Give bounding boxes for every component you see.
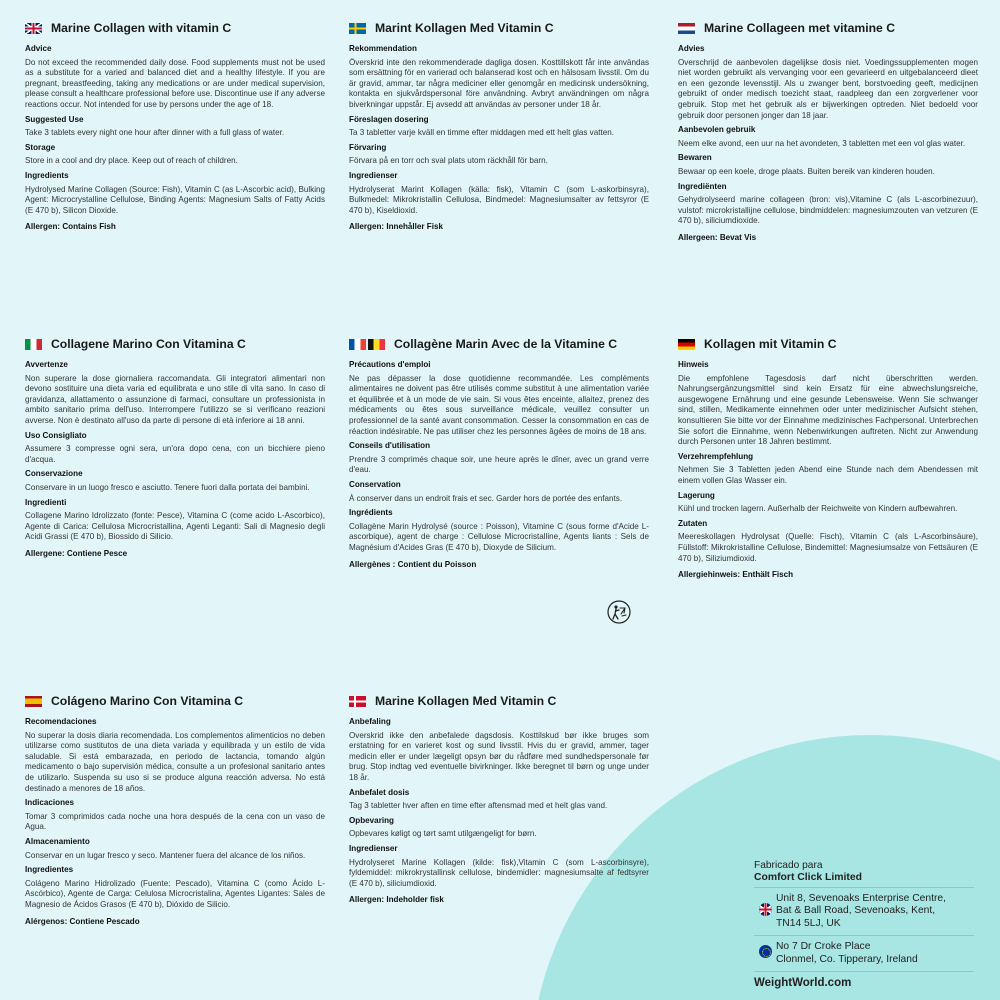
section-heading: Conservation xyxy=(349,479,401,489)
section-heading: Förvaring xyxy=(349,142,387,152)
flags xyxy=(678,23,695,34)
section-text: Ne pas dépasser la dose quotidienne recommandée. Les compléments alimentaires ne doivent pas être utilisés comme substitut à une alimentation variée et équilibrée et à un mode de vie sain. Si vous êtes enceinte, allaitez, prenez des médicaments ou êtes sous surveillance médicale, veuillez consulter un professionnel de la santé avant consommation. Cesser la consommation en cas de réaction indésirable. Ne pas utiliser chez les personnes âgées de moins de 18 ans. xyxy=(349,373,649,436)
es-flag-icon xyxy=(25,696,42,707)
section-text: Conservar en un lugar fresco y seco. Mantener fuera del alcance de los niños. xyxy=(25,850,306,860)
section-text: Tomar 3 comprimidos cada noche una hora después de la cena con un vaso de Agua. xyxy=(25,811,325,832)
se-flag-icon xyxy=(349,23,366,34)
section-heading: Indicaciones xyxy=(25,798,75,808)
section-heading: Ingredienti xyxy=(25,497,67,507)
section-heading: Ingrédients xyxy=(349,508,393,518)
section-text: Neem elke avond, een uur na het avondeten, 3 tabletten met een vol glas water. xyxy=(678,138,966,148)
panel-title-row xyxy=(678,20,978,36)
section-heading: Ingredientes xyxy=(25,865,74,875)
section-heading: Anbefalet dosis xyxy=(349,787,410,797)
section-heading: Recomendaciones xyxy=(25,717,97,726)
section-heading: Almacenamiento xyxy=(25,836,90,846)
section-text: Meereskollagen Hydrolysat (Quelle: Fisch), Vitamin C (als L-Ascorbinsäure), Füllstoff: Mikrokristalline Cellulose, Bindemittel: Magnesiumsalze von Fettsäuren (E 470 b), Siliziumdioxid. xyxy=(678,532,978,563)
flags xyxy=(349,339,385,350)
panel-title: Marine Collagen with vitamin C xyxy=(51,20,232,35)
ie-address-line: No 7 Dr Croke Place xyxy=(776,941,871,953)
made-for-label: Fabricado para xyxy=(754,860,823,871)
flags xyxy=(25,696,42,707)
section-text: Hydrolysed Marine Collagen (Source: Fish), Vitamin C (as L-Ascorbic acid), Bulking Agent: Microcrystalline Cellulose, Binding Agents: Magnesium Salts of Fatty Acids (E 470 b), Silicon Dioxide. xyxy=(25,184,325,215)
section-text: Colágeno Marino Hidrolizado (Fuente: Pescado), Vitamina C (como Ácido L-Ascórbico), Agente de Carga: Celulosa Microcristalina, Agentes Ligantes: Sales de Magnesio de Ácidos Grasos (E 470 b), Dióxido de Silicio. xyxy=(25,878,325,909)
uk-flag-icon xyxy=(759,903,772,916)
section-text: Gehydrolyseerd marine collageen (bron: vis),Vitamine C (als L-ascorbinezuur), vulstof: microkristallijne cellulose, bindmiddelen: magnesiumzouten van vetzuren (E 470 b), siliciumdioxide. xyxy=(678,195,978,226)
label-panel-it xyxy=(25,336,325,560)
section-heading: Anbefaling xyxy=(349,717,391,726)
section-heading: Ingredients xyxy=(25,170,69,180)
panel-title: Collagène Marin Avec de la Vitamine C xyxy=(394,336,618,351)
section-heading: Opbevaring xyxy=(349,815,394,825)
section-text: Die empfohlene Tagesdosis darf nicht überschritten werden. Nahrungsergänzungsmittel sind kein Ersatz für eine abwechslungsreiche, ausgewogene Ernährung und eine gesunde Lebensweise. Wenn Sie schwanger sind, stillen, Medikamente einnehmen oder unter medizinischer Aufsicht stehen, konsultieren Sie bitte vor der Einnahme medizinisches Fachpersonal. Unterbrechen Sie sofort die Einnahme, wenn Nebenwirkungen auftreten. Nicht zur Anwendung durch Personen unter 18 Jahren bestimmt. xyxy=(678,373,978,447)
section-heading: Suggested Use xyxy=(25,114,84,124)
de-flag-icon xyxy=(678,339,695,350)
section-text: Förvara på en torr och sval plats utom räckhåll för barn. xyxy=(349,156,548,166)
uk-address xyxy=(754,888,974,936)
uk-address-line: Bat & Ball Road, Sevenoaks, Kent, xyxy=(776,905,936,917)
be-flag-icon xyxy=(368,339,385,350)
section-text: Do not exceed the recommended daily dose. Food supplements must not be used as a substitute for a varied and balanced diet and a healthy lifestyle. If you are pregnant, breastfeeding, taking any medications or are under medical supervision, please consult a healthcare professional before use. Discontinue use if any adverse reactions occur. Not intended for use by persons under the age of 18. xyxy=(25,57,325,109)
section-text: Prendre 3 comprimés chaque soir, une heure après le dîner, avec un grand verre d'eau. xyxy=(349,454,649,475)
section-heading: Ingrediënten xyxy=(678,181,727,191)
section-heading: Avvertenze xyxy=(25,360,68,369)
section-text: Non superare la dose giornaliera raccomandata. Gli integratori alimentari non devono sostituire una dieta varia ed equilibrata e uno stile di vita sano. In caso di gravidanza, allattamento o assunzione di farmaci, consultare un professionista in ambito sanitario prima dell'uso. Interrompere l'utilizzo se si verificano reazioni avverse. Non è destinato all'uso da parte di persone di età inferiore ai 18 anni. xyxy=(25,373,325,425)
uk-flag-icon xyxy=(25,23,42,34)
section-text: Opbevares køligt og tørt samt utilgængeligt for børn. xyxy=(349,829,537,839)
section-heading: Föreslagen dosering xyxy=(349,114,429,124)
flags xyxy=(349,696,366,707)
section-text: Collagene Marino Idrolizzato (fonte: Pesce), Vitamina C (come acido L-Ascorbico), Agente di Carica: Cellulosa Microcristallina, Agenti Leganti: Sali di Magnesio degli Acidi Grassi (E 470 b), Biossido di Silicio. xyxy=(25,511,325,542)
dk-flag-icon xyxy=(349,696,366,707)
label-panel-nl xyxy=(678,20,978,244)
section-heading: Aanbevolen gebruik xyxy=(678,125,756,135)
panel-title: Marine Kollagen Med Vitamin C xyxy=(375,693,557,708)
panel-title: Marine Collageen met vitamine C xyxy=(704,20,895,35)
section-heading: Uso Consigliato xyxy=(25,430,87,440)
ie-address xyxy=(754,936,974,972)
section-text: Nehmen Sie 3 Tabletten jeden Abend eine Stunde nach dem Abendessen mit einem vollen Glas Wasser ein. xyxy=(678,465,978,485)
section-heading: Advies xyxy=(678,44,705,53)
label-panel-fr xyxy=(349,336,649,570)
section-heading: Ingredienser xyxy=(349,170,398,180)
section-text: Hydrolyseret Marine Kollagen (kilde: fisk),Vitamin C (som L-ascorbinsyre), fyldemiddel: mikrokrystallinsk cellulose, bindemidler: magnesiumsalte af fedtsyrer (E 470 b), siliciumdioxid. xyxy=(349,857,649,888)
flags xyxy=(25,23,42,34)
label-panel-dk xyxy=(349,693,649,906)
section-text: Overskrid ikke den anbefalede dagsdosis. Kosttilskud bør ikke bruges som erstatning for en varieret kost og sund livsstil. Hvis du er gravid, ammer, tager medicin eller er under lægeligt opsyn bør du rådføre med sundhedspersonale før brug. Stop indtag ved eventuelle bivirkninger. Ikke beregnet til børn og unge under 18 år. xyxy=(349,730,649,782)
manufacturer-info xyxy=(754,860,974,989)
panel-title-row xyxy=(25,20,325,36)
label-panel-es xyxy=(25,693,325,927)
section-heading: Conservazione xyxy=(25,469,83,479)
uk-address-line: TN14 5LJ, UK xyxy=(776,917,841,929)
nl-flag-icon xyxy=(678,23,695,34)
section-text: Hydrolyserat Marint Kollagen (källa: fisk), Vitamin C (som L-askorbinsyra), Bulkmedel: Mikrokristallin Cellulosa, Bindmedel: Magnesiumsalter av fettsyror (E 470 b), Kiseldioxid. xyxy=(349,184,649,215)
allergen-note: Allergen: Contains Fish xyxy=(25,222,116,232)
section-heading: Conseils d'utilisation xyxy=(349,441,431,451)
section-heading: Storage xyxy=(25,142,56,152)
label-panel-de xyxy=(678,336,978,581)
flags xyxy=(678,339,695,350)
section-heading: Verzehrempfehlung xyxy=(678,451,754,461)
section-text: Assumere 3 compresse ogni sera, un'ora dopo cena, con un bicchiere pieno d'acqua. xyxy=(25,444,325,464)
section-text: Tag 3 tabletter hver aften en time efter aftensmad med et helt glas vand. xyxy=(349,801,608,811)
uk-address-line: Unit 8, Sevenoaks Enterprise Centre, xyxy=(776,893,946,904)
recycling-triman-icon xyxy=(607,600,631,624)
it-flag-icon xyxy=(25,339,42,350)
section-text: Bewaar op een koele, droge plaats. Buiten bereik van kinderen houden. xyxy=(678,166,935,176)
section-heading: Lagerung xyxy=(678,490,715,500)
panel-title-row xyxy=(349,336,649,352)
panel-title: Colágeno Marino Con Vitamina C xyxy=(51,693,244,708)
section-heading: Rekommendation xyxy=(349,44,417,53)
flags xyxy=(349,23,366,34)
flags xyxy=(25,339,42,350)
section-heading: Bewaren xyxy=(678,153,712,163)
section-text: À conserver dans un endroit frais et sec. Garder hors de portée des enfants. xyxy=(349,493,623,503)
eu-flag-icon xyxy=(759,945,772,958)
panel-title: Kollagen mit Vitamin C xyxy=(704,336,837,351)
panel-title-row xyxy=(349,20,649,36)
section-text: Take 3 tablets every night one hour after dinner with a full glass of water. xyxy=(25,128,285,138)
allergen-note: Allergen: Indeholder fisk xyxy=(349,895,444,905)
website-link[interactable]: WeightWorld.com xyxy=(754,977,852,990)
allergen-note: Allergeen: Bevat Vis xyxy=(678,232,757,242)
panel-title-row xyxy=(25,693,325,709)
section-heading: Hinweis xyxy=(678,360,709,369)
allergen-note: Alérgenos: Contiene Pescado xyxy=(25,916,140,926)
label-panel-se xyxy=(349,20,649,233)
panel-title: Marint Kollagen Med Vitamin C xyxy=(375,20,554,35)
section-text: Kühl und trocken lagern. Außerhalb der Reichweite von Kindern aufbewahren. xyxy=(678,504,958,514)
panel-title-row xyxy=(349,693,649,709)
allergen-note: Allergiehinweis: Enthält Fisch xyxy=(678,570,794,580)
section-text: Store in a cool and dry place. Keep out of reach of children. xyxy=(25,156,238,166)
section-text: Överskrid inte den rekommenderade dagliga dosen. Kosttillskott får inte användas som ersättning för en varierad och balanserad kost och en hälsosam livsstil. Om du är gravid, ammar, tar några mediciner eller genomgår en medicinsk undersökning, kontakta en sjukvårdspersonal före användning. Avbryt användningen om några biverkningar uppstår. Ej avsedd att användas av personer under 18 år. xyxy=(349,57,649,109)
section-heading: Ingredienser xyxy=(349,843,398,853)
allergen-note: Allergen: Innehåller Fisk xyxy=(349,222,444,232)
section-text: No superar la dosis diaria recomendada. Los complementos alimenticios no deben utilizarse como sustitutos de una dieta variada y equilibrada y un estilo de vida saludable. Si está embarazada, en periodo de lactancia, tomando algún medicamento o bajo supervisión médica, consulte a un profesional sanitario antes de utilizarlo. Suspenda su uso si se produce alguna reacción adversa. No está destinado a menores de 18 años. xyxy=(25,730,325,793)
panel-title-row xyxy=(678,336,978,352)
ie-address-line: Clonmel, Co. Tipperary, Ireland xyxy=(776,953,918,965)
section-text: Ta 3 tabletter varje kväll en timme efter middagen med ett helt glas vatten. xyxy=(349,128,614,138)
panel-title: Collagene Marino Con Vitamina C xyxy=(51,336,246,351)
section-heading: Précautions d'emploi xyxy=(349,360,431,369)
section-text: Overschrijd de aanbevolen dagelijkse dosis niet. Voedingssupplementen mogen niet worden gebruikt als vervanging voor een gevarieerd en uitgebalanceerd dieet en een gezonde levensstijl. Als u zwanger bent, borstvoeding geeft, medicijnen gebruikt of onder medisch toezicht staat, raadpleeg dan een zorgverlener voor gebruik. Stop met het gebruik als er bijwerkingen optreden. Niet bedoeld voor gebruik door personen jonger dan 18 jaar. xyxy=(678,57,978,120)
label-panel-en xyxy=(25,20,325,233)
fr-flag-icon xyxy=(349,339,366,350)
panel-title-row xyxy=(25,336,325,352)
section-heading: Zutaten xyxy=(678,518,708,528)
section-text: Collagène Marin Hydrolysé (source : Poisson), Vitamine C (sous forme d'Acide L-ascorbique), agent de charge : Cellulose Microcristalline, Agents liants : Sels de Magnésium d'Acides Gras (E 470 b), Dioxyde de Silicium. xyxy=(349,521,649,552)
company-name: Comfort Click Limited xyxy=(754,872,974,888)
allergen-note: Allergene: Contiene Pesce xyxy=(25,548,128,558)
allergen-note: Allergènes : Contient du Poisson xyxy=(349,559,477,569)
section-heading: Advice xyxy=(25,44,52,53)
section-text: Conservare in un luogo fresco e asciutto. Tenere fuori dalla portata dei bambini. xyxy=(25,482,310,492)
